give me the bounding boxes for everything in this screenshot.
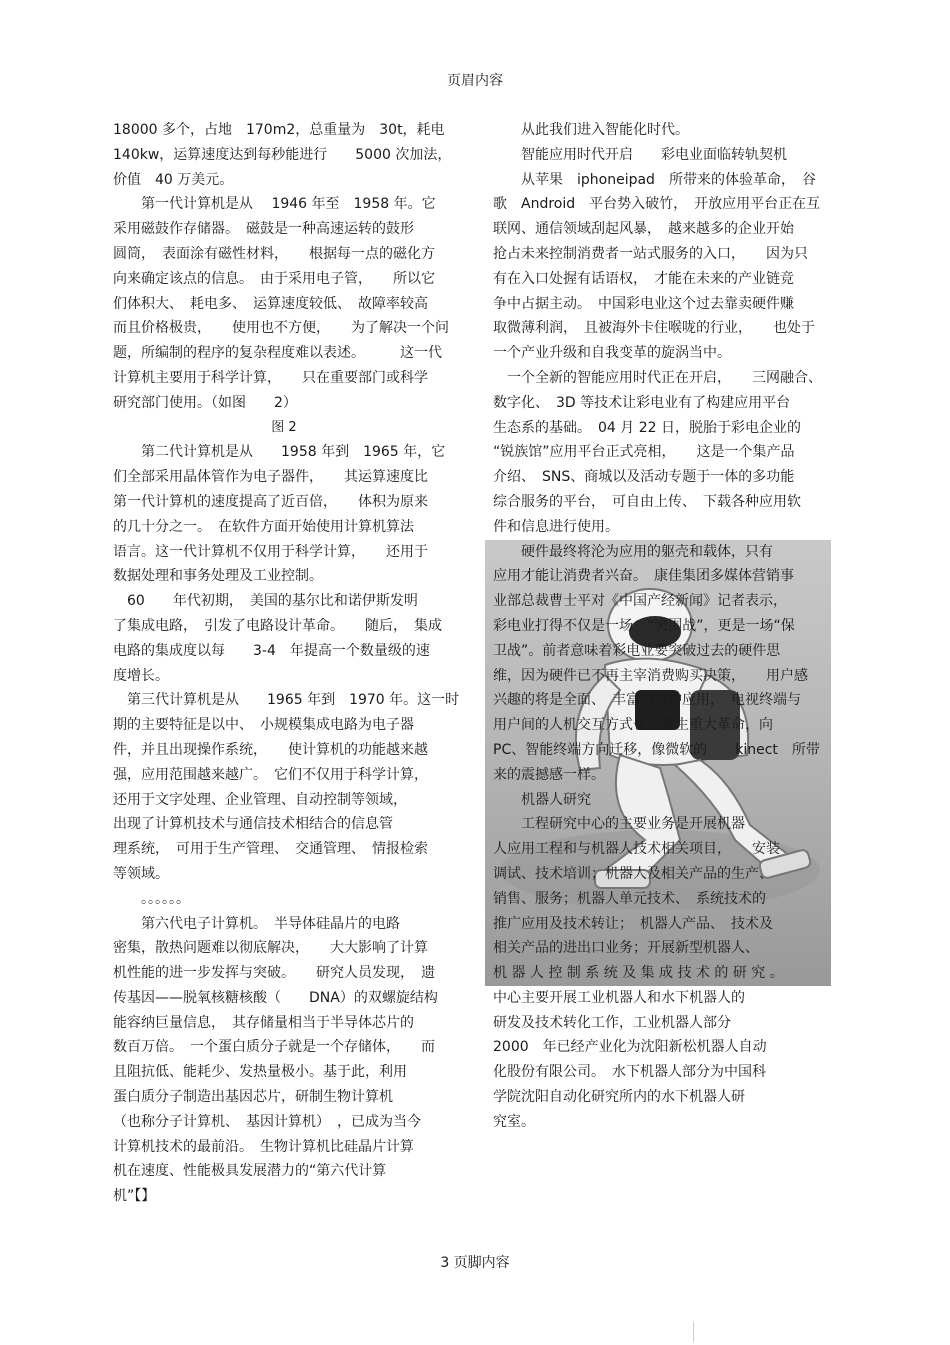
text-line: 抢占未来控制消费者一站式服务的入口， 因为只 xyxy=(493,245,808,262)
text-line: 。。。。。。 xyxy=(141,890,190,907)
text-line: 传基因——脱氧核糖核酸（ DNA）的双螺旋结构 xyxy=(113,989,438,1006)
text-line: 蛋白质分子制造出基因芯片，研制生物计算机 xyxy=(113,1089,393,1106)
text-line: 取微薄利润， 且被海外卡住喉咙的行业， 也处于 xyxy=(493,320,815,337)
text-line: 学院沈阳自动化研究所内的水下机器人研 xyxy=(493,1089,745,1106)
text-line: 彩电业打得不仅是一场 “突围战”，更是一场“保 xyxy=(493,617,795,634)
text-line: 密集，散热问题难以彻底解决， 大大影响了计算 xyxy=(113,940,428,957)
text-line: 数百万倍。 一个蛋白质分子就是一个存储体， 而 xyxy=(113,1039,435,1056)
text-line: 究室。 xyxy=(493,1113,535,1130)
text-line: 兴趣的将是全面、 丰富的各种应用， 电视终端与 xyxy=(493,692,801,709)
text-line: 卫战”。前者意味着彩电业要突破过去的硬件思 xyxy=(493,642,781,659)
text-line: 一个全新的智能应用时代正在开启， 三网融合、 xyxy=(507,369,822,386)
text-line: 调试、技术培训；机器人及相关产品的生产、 xyxy=(493,865,773,882)
text-line: 60 年代初期， 美国的基尔比和诺伊斯发明 xyxy=(127,593,418,610)
text-line: 一个产业升级和自我变革的旋涡当中。 xyxy=(493,345,731,362)
text-line: 机器人研究 xyxy=(521,791,591,808)
text-line: 化股份有限公司。 水下机器人部分为中国科 xyxy=(493,1064,766,1081)
text-line: 采用磁鼓作存储器。 磁鼓是一种高速运转的鼓形 xyxy=(113,221,414,238)
text-line: 歌 Android 平台势入破竹， 开放应用平台正在互 xyxy=(493,196,821,213)
text-line: 研究部门使用。（如图 2） xyxy=(113,394,297,411)
text-line: 能容纳巨量信息， 其存储量相当于半导体芯片的 xyxy=(113,1014,414,1031)
text-line: 推广应用及技术转让； 机器人产品、 技术及 xyxy=(493,915,773,932)
text-line: 争中占据主动。 中国彩电业这个过去靠卖硬件赚 xyxy=(493,295,794,312)
text-line: 们全部采用晶体管作为电子器件， 其运算速度比 xyxy=(113,469,428,486)
text-line: 中心主要开展工业机器人和水下机器人的 xyxy=(493,989,745,1006)
text-line: 18000 多个，占地 170m2，总重量为 30t，耗电 xyxy=(113,122,445,138)
page-header: 页眉内容 xyxy=(447,73,503,89)
text-line: 期的主要特征是以中、 小规模集成电路为电子器 xyxy=(113,717,414,734)
text-line: 题，所编制的程序的复杂程度难以表述。 这一代 xyxy=(113,345,442,362)
text-line: 第三代计算机是从 1965 年到 1970 年。这一时 xyxy=(127,692,460,709)
text-line: PC、智能终端方向迁移，像微软的 kinect 所带 xyxy=(493,741,820,758)
text-line: 等领域。 xyxy=(113,865,169,882)
text-line: 用户间的人机交互方式也会发生重大革命，向 xyxy=(493,717,773,734)
text-line: 2000 年已经产业化为沈阳新松机器人自动 xyxy=(493,1039,767,1056)
text-line: 向来确定该点的信息。 由于采用电子管， 所以它 xyxy=(113,270,435,287)
text-line: 第六代电子计算机。 半导体硅晶片的电路 xyxy=(141,915,400,932)
text-line: 维，因为硬件已不再主宰消费购买决策， 用户感 xyxy=(493,667,808,684)
text-line: 机在速度、性能极具发展潜力的“第六代计算 xyxy=(113,1163,387,1180)
text-line: 销售、服务；机器人单元技术、 系统技术的 xyxy=(493,890,766,907)
text-line: 从此我们进入智能化时代。 xyxy=(521,122,689,138)
text-line: 人应用工程和与机器人技术相关项目， 安装 xyxy=(493,841,780,858)
text-line: 们体积大、 耗电多、 运算速度较低、 故障率较高 xyxy=(113,295,428,312)
text-line: 而且价格极贵， 使用也不方便， 为了解决一个问 xyxy=(113,320,449,337)
text-line: 理系统， 可用于生产管理、 交通管理、 情报检索 xyxy=(113,841,428,858)
text-line: 生态系的基础。 04 月 22 日，脱胎于彩电企业的 xyxy=(493,419,801,436)
page-footer: 3 页脚内容 xyxy=(440,1255,510,1271)
page-edge-mark xyxy=(693,1322,694,1342)
text-line: 140kw，运算速度达到每秒能进行 5000 次加法， xyxy=(113,146,452,163)
text-line: 出现了计算机技术与通信技术相结合的信息管 xyxy=(113,816,393,833)
text-line: 第一代计算机的速度提高了近百倍， 体积为原来 xyxy=(113,493,428,510)
text-line: 介绍、 SNS、商城以及活动专题于一体的多功能 xyxy=(493,469,795,486)
text-line: 强，应用范围越来越广。 它们不仅用于科学计算， xyxy=(113,766,428,783)
text-line: 价值 40 万美元。 xyxy=(113,171,234,188)
text-line: 从苹果 iphoneipad 所带来的体验革命， 谷 xyxy=(521,171,816,188)
text-line: 第一代计算机是从 1946 年至 1958 年。它 xyxy=(141,196,436,213)
text-line: 来的震撼感一样。 xyxy=(493,766,605,783)
text-line: 第二代计算机是从 1958 年到 1965 年，它 xyxy=(141,444,446,461)
text-line: 硬件最终将沦为应用的躯壳和载体，只有 xyxy=(521,543,773,560)
text-line: 机”【】 xyxy=(113,1188,156,1205)
text-line: 智能应用时代开启 彩电业面临转轨契机 xyxy=(521,146,787,163)
text-line: “锐族馆”应用平台正式亮相， 这是一个集产品 xyxy=(493,444,795,461)
text-line: 语言。这一代计算机不仅用于科学计算， 还用于 xyxy=(113,543,428,560)
text-line: 数字化、 3D 等技术让彩电业有了构建应用平台 xyxy=(493,394,791,411)
text-line: 件，并且出现操作系统， 使计算机的功能越来越 xyxy=(113,741,428,758)
text-line: 研发及技术转化工作，工业机器人部分 xyxy=(493,1014,731,1031)
text-line: 机 器 人 控 制 系 统 及 集 成 技 术 的 研 究 。 xyxy=(493,965,784,982)
text-line: 还用于文字处理、企业管理、自动控制等领域， xyxy=(113,791,407,808)
text-line: 且阻抗低、能耗少、发热量极小。基于此，利用 xyxy=(113,1064,407,1081)
text-line: 度增长。 xyxy=(113,667,169,684)
text-line: 件和信息进行使用。 xyxy=(493,518,619,535)
text-line: 圆筒， 表面涂有磁性材料， 根据每一点的磁化方 xyxy=(113,245,435,262)
text-line: 综合服务的平台， 可自由上传、 下载各种应用软 xyxy=(493,493,801,510)
text-line: 业部总裁曹士平对《中国产经新闻》记者表示， xyxy=(493,593,787,610)
text-line: 相关产品的进出口业务；开展新型机器人、 xyxy=(493,940,759,957)
text-line: 了集成电路， 引发了电路设计革命。 随后， 集成 xyxy=(113,617,442,634)
text-line: 电路的集成度以每 3-4 年提高一个数量级的速 xyxy=(113,642,430,659)
text-line: 有在入口处握有话语权， 才能在未来的产业链竞 xyxy=(493,270,794,287)
text-line: 的几十分之一。 在软件方面开始使用计算机算法 xyxy=(113,518,414,535)
text-line: 联网、通信领域刮起风暴， 越来越多的企业开始 xyxy=(493,221,794,238)
figure-caption: 图 2 xyxy=(271,419,297,435)
text-line: 计算机技术的最前沿。 生物计算机比硅晶片计算 xyxy=(113,1138,414,1155)
text-line: 应用才能让消费者兴奋。 康佳集团多媒体营销事 xyxy=(493,568,794,585)
text-line: 数据处理和事务处理及工业控制。 xyxy=(113,568,323,585)
text-line: 工程研究中心的主要业务是开展机器 xyxy=(521,816,745,833)
text-line: （也称分子计算机、 基因计算机） ，已成为当今 xyxy=(113,1113,421,1130)
left-column xyxy=(113,118,460,1209)
text-line: 机性能的进一步发挥与突破。 研究人员发现， 遗 xyxy=(113,965,435,982)
right-column xyxy=(493,118,836,1135)
text-line: 计算机主要用于科学计算， 只在重要部门或科学 xyxy=(113,369,428,386)
